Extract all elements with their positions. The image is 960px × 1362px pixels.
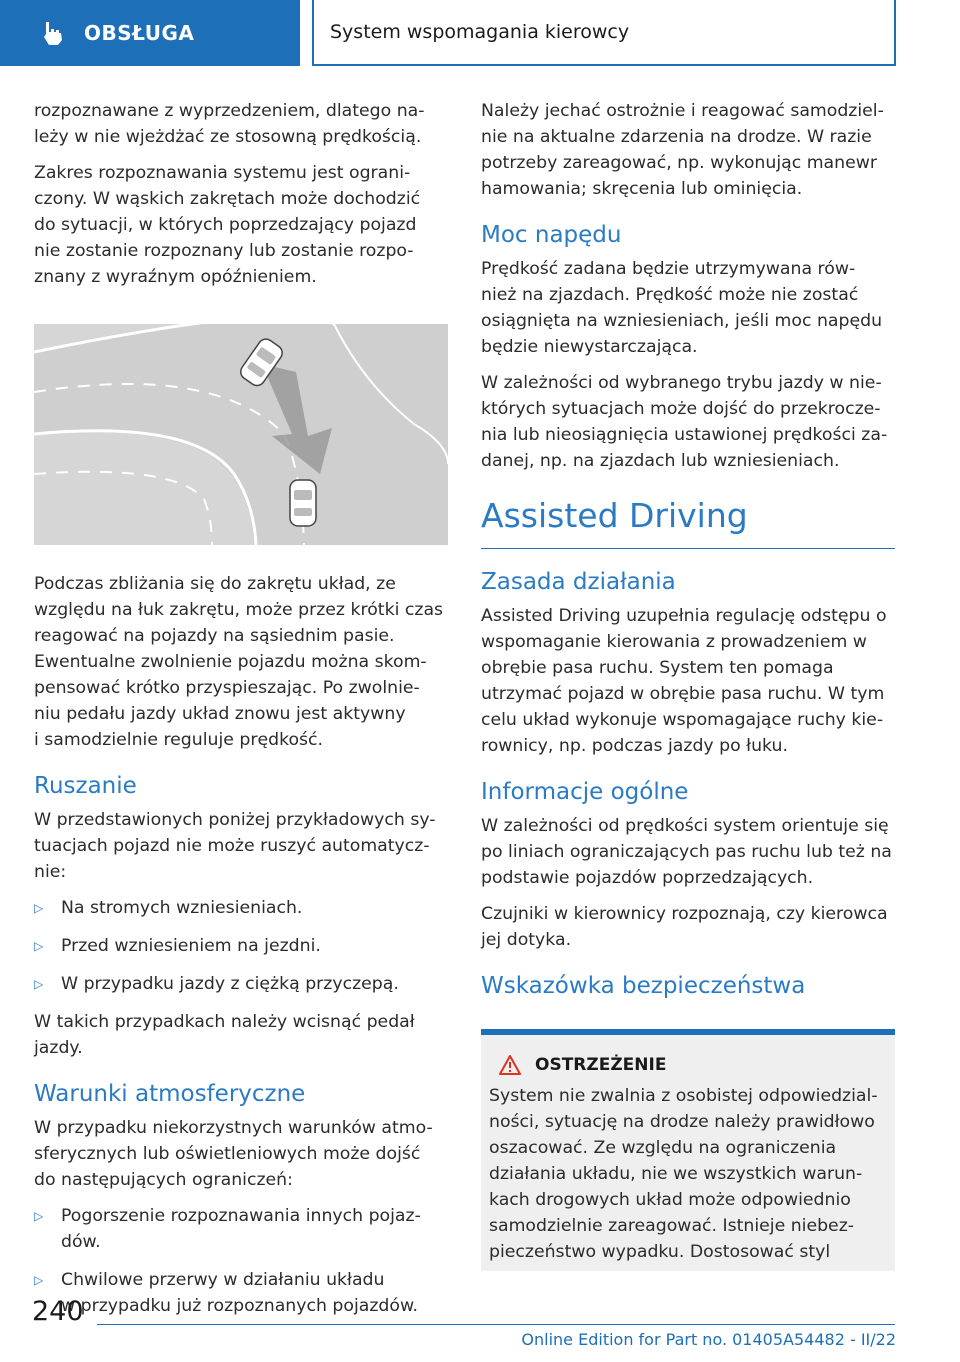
heading-weather: Warunki atmosferyczne xyxy=(34,1081,306,1107)
paragraph: Zakres rozpoznawania systemu jest ograni- czony. W wąskich zakrętach może dochodzić do sytuacji, w których poprzedzający pojazd nie zostanie rozpoznany lub zostanie rozpo- znany z wyraźnym opóźnieniem. xyxy=(34,163,421,287)
right-column xyxy=(481,98,895,1271)
section-heading-assisted-driving: Assisted Driving xyxy=(481,496,895,549)
heading-ruszanie: Ruszanie xyxy=(34,773,137,799)
pointing-hand-icon xyxy=(40,20,66,46)
paragraph: rozpoznawane z wyprzedzeniem, dlatego na- leży w nie wjeżdżać ze stosowną prędkością. xyxy=(34,101,425,147)
page-number: 240 xyxy=(32,1296,84,1327)
list-item: ▷ Na stromych wzniesieniach. xyxy=(34,895,448,921)
curve-illustration xyxy=(34,324,448,545)
header-title-box xyxy=(312,0,896,66)
bullet-triangle-icon: ▷ xyxy=(34,939,44,953)
warning-header xyxy=(489,1055,887,1075)
bullet-triangle-icon: ▷ xyxy=(34,1273,44,1287)
list-item: ▷ Chwilowe przerwy w działaniu układu w przypadku już rozpoznanych pojazdów. xyxy=(34,1267,448,1319)
bullet-triangle-icon: ▷ xyxy=(34,977,44,991)
section-label: OBSŁUGA xyxy=(84,21,195,45)
paragraph: Podczas zbliżania się do zakrętu układ, ze względu na łuk zakrętu, może przez krótki czas reagować na pojazdy na sąsiednim pasie. Ewentualne zwolnienie pojazdu można skom- pensować krótko przyspieszając. Po zwolnie- niu pedału jazdy układ znowu jest aktywny i samodzielnie reguluje prędkość. xyxy=(34,574,444,750)
page-header-title: System wspomagania kierowcy xyxy=(330,21,630,43)
heading-zasada: Zasada działania xyxy=(481,569,676,595)
paragraph: Należy jechać ostrożnie i reagować samodziel- nie na aktualne zdarzenia na drodze. W razie potrzeby zareagować, np. wykonując manewr hamowania; skręcenia lub ominięcia. xyxy=(481,101,884,199)
list-item: ▷ Pogorszenie rozpoznawania innych pojaz- dów. xyxy=(34,1203,448,1255)
bullet-triangle-icon: ▷ xyxy=(34,901,44,915)
warning-triangle-icon xyxy=(499,1055,521,1075)
paragraph: Assisted Driving uzupełnia regulację odstępu o wspomaganie kierowania z prowadzeniem w obrębie pasa ruchu. System ten pomaga utrzymać pojazd w obrębie pasa ruchu. W tym celu układ wykonuje wspomagające ruchy kie- rownicy, np. podczas jazdy po łuku. xyxy=(481,606,887,756)
paragraph: W przedstawionych poniżej przykładowych sy- tuacjach pojazd nie może ruszyć automatycz- nie: xyxy=(34,810,436,882)
heading-safety: Wskazówka bezpieczeństwa xyxy=(481,973,806,999)
warning-box xyxy=(481,1029,895,1271)
footer-edition: Online Edition for Part no. 01405A54482 - II/22 xyxy=(521,1330,896,1349)
paragraph: W zależności od prędkości system orientuje się po liniach ograniczających pas ruchu lub też na podstawie pojazdów poprzedzających. xyxy=(481,816,892,888)
ruszanie-list xyxy=(34,895,448,997)
list-item: ▷ W przypadku jazdy z ciężką przyczepą. xyxy=(34,971,448,997)
paragraph: W zależności od wybranego trybu jazdy w nie- których sytuacjach może dojść do przekrocze- nia lub nieosiągnięcia ustawionej prędkości za- danej, np. na zjazdach lub wzniesieniach. xyxy=(481,373,888,471)
header-section-tab xyxy=(0,0,300,66)
heading-moc-napedu: Moc napędu xyxy=(481,222,622,248)
bullet-triangle-icon: ▷ xyxy=(34,1209,44,1223)
warning-title: OSTRZEŻENIE xyxy=(535,1055,667,1075)
footer-divider xyxy=(97,1324,895,1325)
heading-informacje: Informacje ogólne xyxy=(481,779,689,805)
paragraph: W przypadku niekorzystnych warunków atmo- sferycznych lub oświetleniowych może dojść do następujących ograniczeń: xyxy=(34,1118,433,1190)
warning-text: System nie zwalnia z osobistej odpowiedzial- ności, sytuację na drodze należy prawidłowo oszacować. Ze względu na ograniczenia działania układu, nie we wszystkich warun- kach drogowych układ może odpowiednio samodzielnie zareagować. Istnieje niebez- pieczeństwo wypadku. Dostosować styl xyxy=(489,1086,878,1262)
paragraph: W takich przypadkach należy wcisnąć pedał jazdy. xyxy=(34,1012,415,1058)
paragraph: Prędkość zadana będzie utrzymywana rów- nież na zjazdach. Prędkość może nie zostać osiągnięta na wzniesieniach, jeśli moc napędu będzie niewystarczająca. xyxy=(481,259,883,357)
left-column xyxy=(34,98,448,1331)
list-item: ▷ Przed wzniesieniem na jezdni. xyxy=(34,933,448,959)
paragraph: Czujniki w kierownicy rozpoznają, czy kierowca jej dotyka. xyxy=(481,904,888,950)
weather-list xyxy=(34,1203,448,1319)
